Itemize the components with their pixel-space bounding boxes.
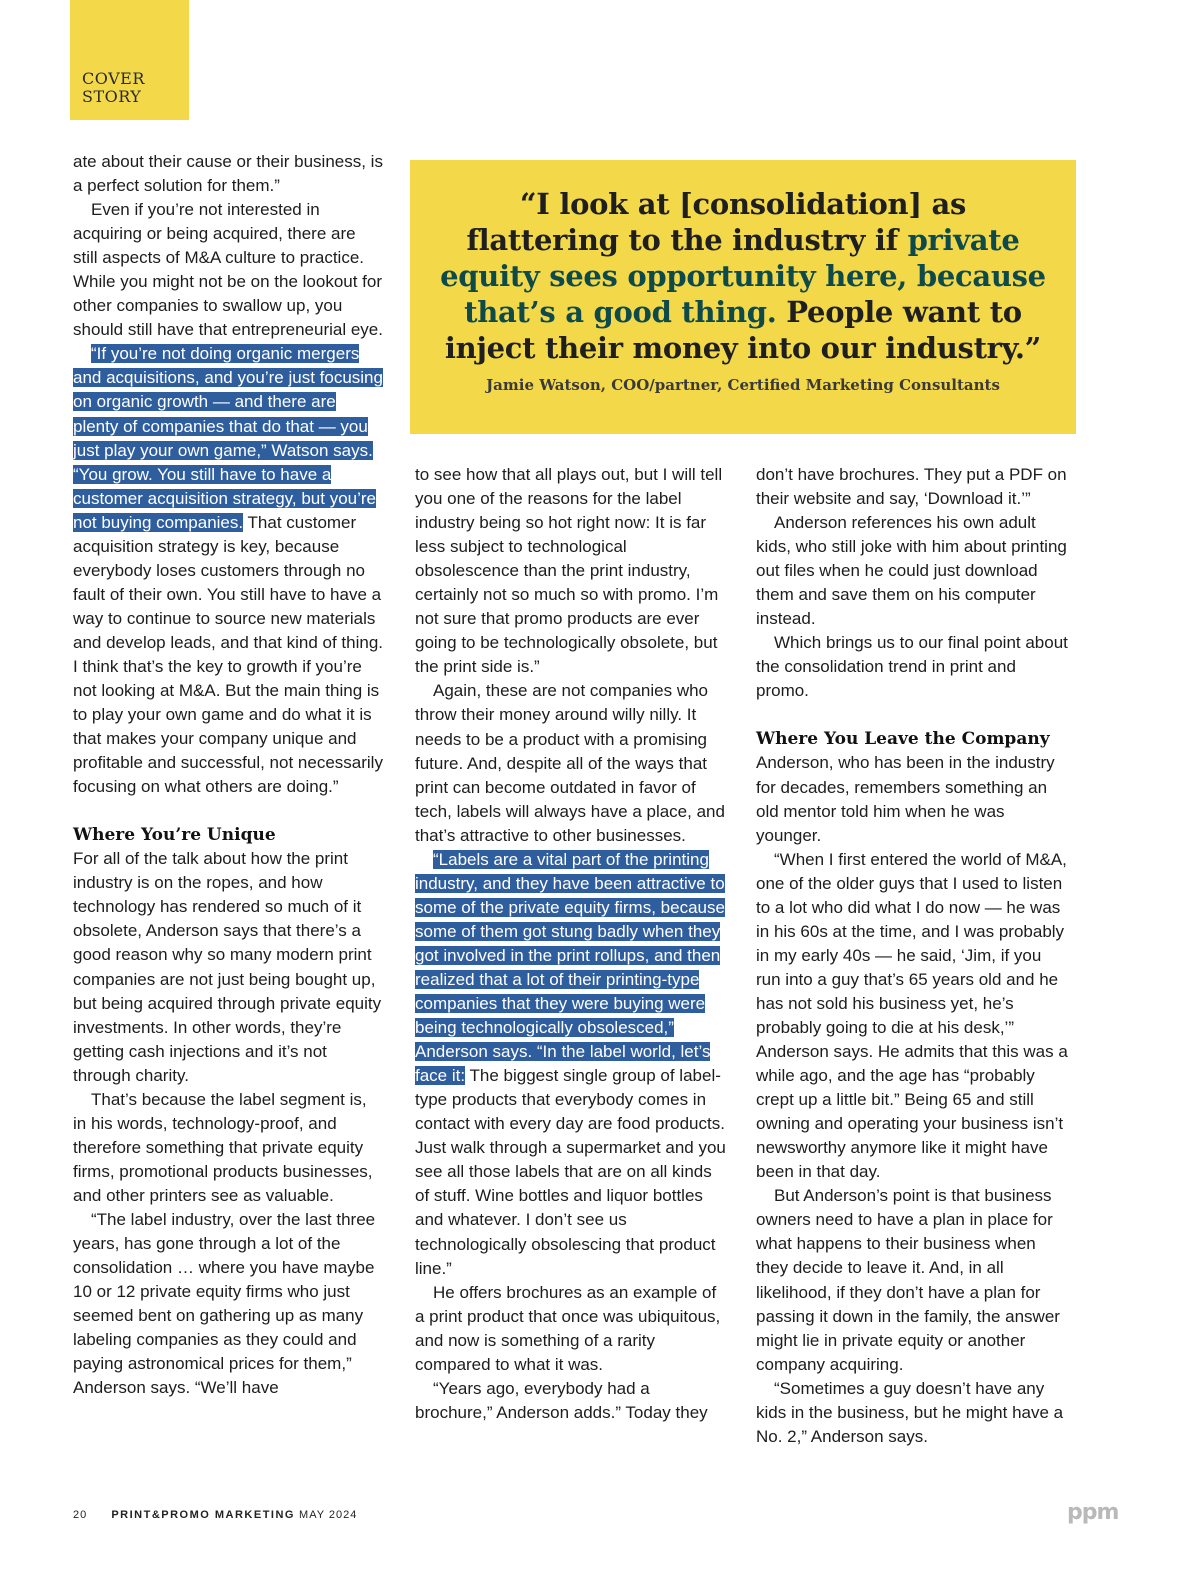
paragraph: Even if you’re not interested in acquiring or being acquired, there are still aspects of M&A culture to practice. While you might not be on the lookout for other companies to swallow up, you should still have that entrepreneurial eye. xyxy=(73,200,383,340)
section-label: COVER STORY xyxy=(82,69,145,106)
issue-date: MAY 2024 xyxy=(299,1509,358,1521)
paragraph: to see how that all plays out, but I will tell you one of the reasons for the label industry being so hot right now: It is far less subject to technological obsolescence than the print industry, certainly not so much so with promo. I’m not sure that promo products are ever going to be technologically obsolete, but the print side is.” xyxy=(415,465,723,677)
selected-text[interactable]: “If you’re not doing organic mergers and acquisitions, and you’re just focusing on organic growth — and there are plenty of companies that do that — you just play your own game,” Watson says. “You grow. You still have to have a customer acquisition strategy, but you’re not buying companies. xyxy=(73,344,383,532)
pull-quote-text: “I look at [consolidation] as flattering to the industry if private equity sees opportunity here, because that’s a good thing. People want to inject their money into our industry.” xyxy=(440,187,1046,365)
paragraph: don’t have brochures. They put a PDF on their website and say, ‘Download it.’” xyxy=(756,465,1067,509)
article-column-1 xyxy=(73,150,383,1400)
paragraph: Again, these are not companies who throw their money around willy nilly. It needs to be a product with a promising future. And, despite all of the ways that print can become outdated in favor of tech, labels will always have a place, and that’s attractive to other businesses. xyxy=(415,681,725,845)
paragraph: Which brings us to our final point about the consolidation trend in print and promo. xyxy=(756,633,1068,701)
magazine-name: PRINT&PROMO MARKETING xyxy=(111,1509,295,1521)
page-number: 20 xyxy=(73,1509,88,1521)
paragraph: But Anderson’s point is that business owners need to have a plan in place for what happens to their business when they decide to leave it. And, in all likelihood, if they don’t have a plan for passing it down in the family, the answer might lie in private equity or another company acquiring. xyxy=(756,1186,1060,1374)
pull-quote-highlight: private equity sees opportunity here, because that’s a good thing. xyxy=(440,223,1046,329)
paragraph: “The label industry, over the last three years, has gone through a lot of the consolidation … where you have maybe 10 or 12 private equity firms who just seemed bent on gathering up as many labeling companies as they could and paying astronomical prices for them,” Anderson says. “We’ll have xyxy=(73,1209,376,1398)
paragraph: That’s because the label segment is, in his words, technology-proof, and therefore something that private equity firms, promotional products businesses, and other printers see as valuable. xyxy=(73,1089,373,1205)
paragraph: Anderson references his own adult kids, who still joke with him about printing out files when he could just download them and save them on his computer instead. xyxy=(756,513,1067,629)
ppm-logo: ppm xyxy=(1067,1500,1119,1525)
paragraph: “Sometimes a guy doesn’t have any kids in the business, but he might have a No. 2,” Anderson says. xyxy=(756,1378,1064,1446)
selected-text[interactable]: “Labels are a vital part of the printing industry, and they have been attractive to some of the private equity firms, because some of them got stung badly when they got involved in the print rollups, and then realized that a lot of their printing-type companies that they were buying were being technologically obsolesced,” Anderson says. “In the label world, let’s face it: xyxy=(415,849,725,1086)
pull-quote xyxy=(410,160,1076,434)
pull-quote-attribution: Jamie Watson, COO/partner, Certified Marketing Consultants xyxy=(486,376,1000,394)
paragraph: Anderson, who has been in the industry for decades, remembers something an old mentor told him when he was younger. xyxy=(756,753,1055,845)
section-heading: Where You Leave the Company xyxy=(756,729,1050,750)
paragraph: For all of the talk about how the print industry is on the ropes, and how technology has rendered so much of it obsolete, Anderson says that there’s a good reason why so many modern print companies are not just being bought up, but being acquired through private equity investments. In other words, they’re getting cash injections and it’s not through charity. xyxy=(73,849,382,1085)
paragraph: “Years ago, everybody had a brochure,” Anderson adds.” Today they xyxy=(415,1378,708,1422)
section-tab xyxy=(70,0,189,120)
section-heading: Where You’re Unique xyxy=(73,825,276,846)
paragraph: He offers brochures as an example of a print product that once was ubiquitous, and now is something of a rarity compared to what it was. xyxy=(415,1282,721,1374)
paragraph: “When I first entered the world of M&A, one of the older guys that I used to listen to a lot who did what I do now — he was in his 60s at the time, and I was probably in my early 40s — he said, ‘Jim, if you run into a guy that’s 65 years old and he has not sold his business yet, he’s probably going to die at his desk,’” Anderson says. He admits that this was a while ago, and the age has “probably crept up a little bit.” Being 65 and still owning and operating your business isn’t newsworthy anymore like it might have been in that day. xyxy=(756,849,1068,1182)
paragraph: “Labels are a vital part of the printing industry, and they have been attractive to some of the private equity firms, because some of them got stung badly when they got involved in the print rollups, and then realized that a lot of their printing-type companies that they were buying were being technologically obsolesced,” Anderson says. “In the label world, let’s face it: The biggest single group of label-type products that everybody comes in contact with every day are food products. Just walk through a supermarket and you see all those labels that are on all kinds of stuff. Wine bottles and liquor bottles and whatever. I don’t see us technologically obsolescing that product line.” xyxy=(415,849,726,1278)
paragraph: “If you’re not doing organic mergers and acquisitions, and you’re just focusing on organic growth — and there are plenty of companies that do that — you just play your own game,” Watson says. “You grow. You still have to have a customer acquisition strategy, but you’re not buying companies. That customer acquisition strategy is key, because everybody loses customers through no fault of their own. You still have to have a way to continue to source new materials and develop leads, and that kind of thing. I think that’s the key to growth if you’re not looking at M&A. But the main thing is to play your own game and do what it is that makes your company unique and profitable and successful, not necessarily focusing on what others are doing.” xyxy=(73,344,384,797)
article-column-3 xyxy=(756,463,1068,1449)
page-footer xyxy=(73,1509,357,1521)
paragraph: ate about their cause or their business, is a perfect solution for them.” xyxy=(73,152,383,196)
article-column-2 xyxy=(415,463,727,1425)
